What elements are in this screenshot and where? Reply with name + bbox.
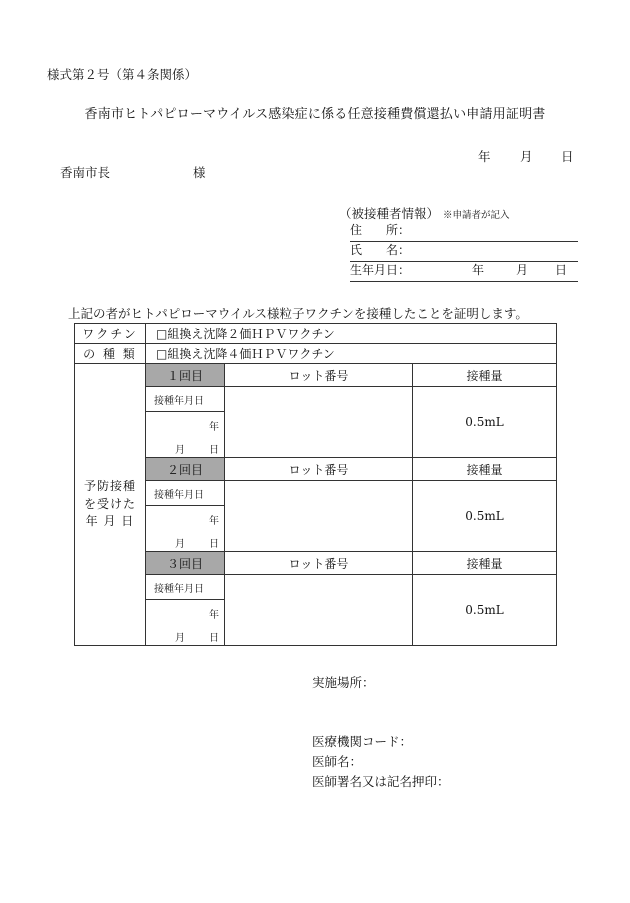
- date-month-label: 月: [520, 149, 533, 164]
- dose-1-day-label: 日: [209, 444, 219, 456]
- dose-2-month-day-cell[interactable]: [146, 529, 225, 552]
- dose-2-year-label: 年: [209, 516, 219, 527]
- date-day-label: 日: [561, 149, 574, 164]
- recipient-info-heading: [339, 208, 510, 221]
- dose-3-year-label: 年: [209, 610, 219, 621]
- dose-3-month-day-cell[interactable]: [146, 623, 225, 646]
- dose-1-amount-header: 接種量: [413, 364, 557, 387]
- dose-2-date-label-row: [75, 481, 557, 506]
- addressee: 香南市長: [60, 165, 111, 180]
- address-label: 住 所：: [350, 223, 411, 237]
- dose-2-month-label: 月: [175, 538, 185, 550]
- dose-3-month-label: 月: [175, 632, 185, 644]
- recipient-heading-text: （被接種者情報）: [339, 206, 440, 221]
- dose-2-day-label: 日: [209, 538, 219, 550]
- dose-3-year-cell[interactable]: [146, 600, 225, 623]
- row-label-line-2: を受けた: [83, 496, 136, 511]
- dose-3-lot-number[interactable]: [225, 575, 413, 646]
- date-year-label: 年: [478, 149, 491, 164]
- vaccine-type-row-1: [75, 324, 557, 344]
- dose-2-date-label: 接種年月日: [146, 481, 225, 506]
- dose-2-year-cell[interactable]: [146, 506, 225, 529]
- vaccine-type-row-2: [75, 344, 557, 364]
- dose-3-number: ３回目: [146, 552, 225, 575]
- dose-2-header-row: [75, 458, 557, 481]
- dose-1-lot-number[interactable]: [225, 387, 413, 458]
- dose-1-lot-header: ロット番号: [225, 364, 413, 387]
- doctor-name-label: 医師名：: [312, 754, 363, 769]
- dose-1-date-label-row: [75, 387, 557, 412]
- vaccine-type-label-2: の 種 類: [75, 344, 146, 364]
- doctor-signature-label: 医師署名又は記名押印：: [312, 774, 450, 789]
- row-label-line-1: 予防接種: [83, 479, 136, 494]
- birthdate-field[interactable]: [350, 265, 578, 282]
- dose-3-date-label-row: [75, 575, 557, 600]
- vaccination-date-row-label: [75, 364, 146, 646]
- dose-2-number: ２回目: [146, 458, 225, 481]
- dose-3-amount-header: 接種量: [413, 552, 557, 575]
- form-number: 様式第２号（第４条関係）: [47, 67, 198, 82]
- dose-3-amount: 0.5mL: [413, 575, 557, 646]
- birthdate-label: 生年月日：: [350, 263, 411, 277]
- birth-month-label: 月: [516, 263, 529, 277]
- honorific: 様: [193, 165, 206, 180]
- birth-day-label: 日: [555, 263, 568, 277]
- dose-1-year-label: 年: [209, 422, 219, 433]
- name-label: 氏 名：: [350, 243, 411, 257]
- dose-2-lot-header: ロット番号: [225, 458, 413, 481]
- dose-2-amount: 0.5mL: [413, 481, 557, 552]
- birth-year-label: 年: [472, 263, 485, 277]
- location-label: 実施場所：: [312, 675, 375, 690]
- vaccine-option-4valent[interactable]: □組換え沈降４価ＨＰＶワクチン: [146, 344, 557, 364]
- dose-2-amount-header: 接種量: [413, 458, 557, 481]
- dose-1-number: １回目: [146, 364, 225, 387]
- dose-3-header-row: [75, 552, 557, 575]
- vaccination-table: [74, 323, 557, 646]
- dose-1-year-cell[interactable]: [146, 412, 225, 435]
- row-label-line-3: 年 月 日: [85, 514, 135, 529]
- facility-code-label: 医療機関コード：: [312, 734, 413, 749]
- vaccine-type-label-1: ワクチン: [75, 324, 146, 344]
- name-field[interactable]: [350, 245, 578, 262]
- address-field[interactable]: [350, 225, 578, 242]
- dose-3-date-label: 接種年月日: [146, 575, 225, 600]
- dose-1-header-row: [75, 364, 557, 387]
- dose-2-lot-number[interactable]: [225, 481, 413, 552]
- dose-1-amount: 0.5mL: [413, 387, 557, 458]
- certification-statement: 上記の者がヒトパピローマウイルス様粒子ワクチンを接種したことを証明します。: [68, 306, 528, 321]
- vaccine-option-2valent[interactable]: □組換え沈降２価ＨＰＶワクチン: [146, 324, 557, 344]
- applicant-note: ※申請者が記入: [443, 210, 510, 221]
- dose-3-lot-header: ロット番号: [225, 552, 413, 575]
- dose-1-date-label: 接種年月日: [146, 387, 225, 412]
- document-title: 香南市ヒトパピローマウイルス感染症に係る任意接種費償還払い申請用証明書: [84, 107, 546, 122]
- dose-1-month-day-cell[interactable]: [146, 435, 225, 458]
- dose-3-day-label: 日: [209, 632, 219, 644]
- dose-1-month-label: 月: [175, 444, 185, 456]
